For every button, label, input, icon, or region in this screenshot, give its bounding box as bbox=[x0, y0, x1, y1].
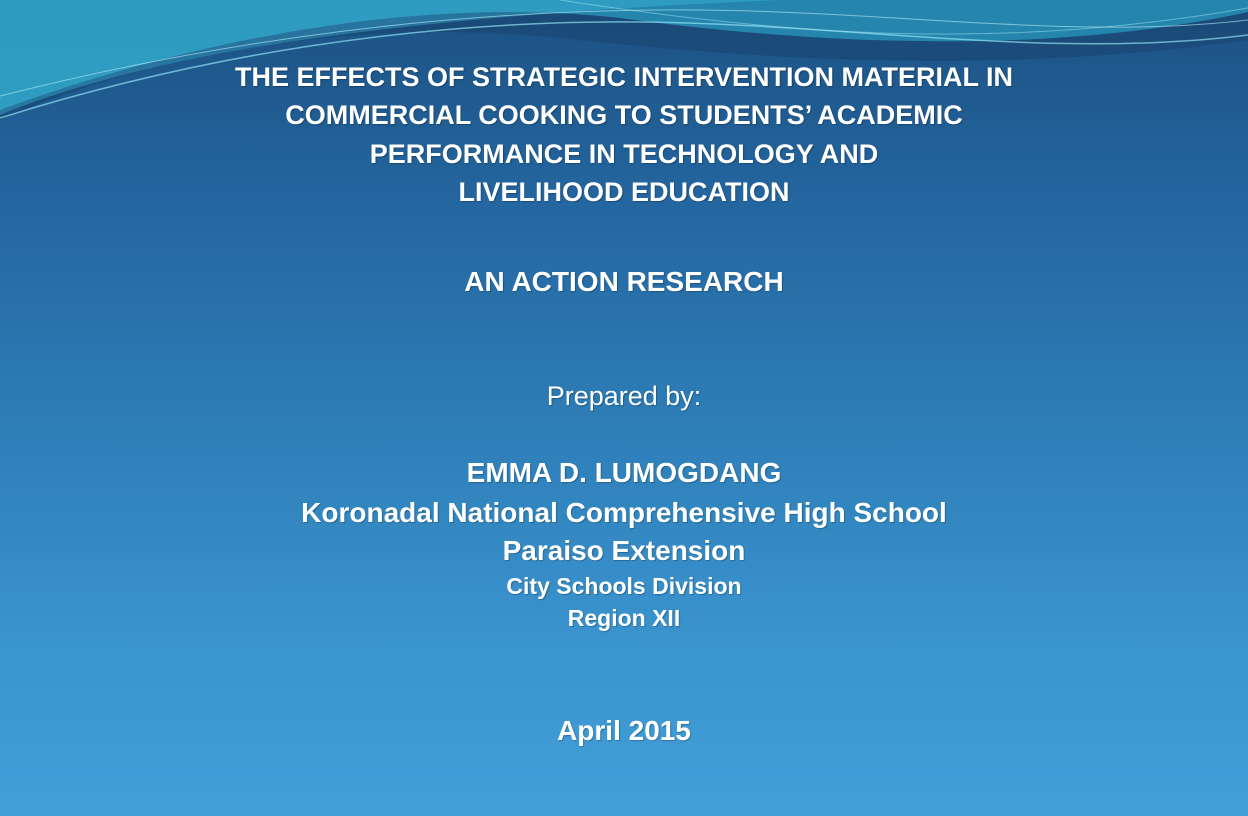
school-name: Koronadal National Comprehensive High School bbox=[301, 497, 947, 528]
title-line-1: THE EFFECTS OF STRATEGIC INTERVENTION MATERIAL IN bbox=[234, 62, 1014, 92]
title-line-4: LIVELIHOOD EDUCATION bbox=[458, 177, 790, 207]
title-line-2: COMMERCIAL COOKING TO STUDENTS’ ACADEMIC bbox=[285, 100, 963, 130]
subtitle: AN ACTION RESEARCH bbox=[464, 266, 784, 297]
division-name: City Schools Division bbox=[506, 573, 742, 599]
title-line-3: PERFORMANCE IN TECHNOLOGY AND bbox=[369, 139, 879, 169]
date: April 2015 bbox=[557, 715, 691, 746]
region-name: Region XII bbox=[567, 605, 681, 631]
school-extension: Paraiso Extension bbox=[502, 535, 746, 566]
prepared-by-label: Prepared by: bbox=[546, 381, 702, 411]
author-name: EMMA D. LUMOGDANG bbox=[466, 457, 782, 488]
